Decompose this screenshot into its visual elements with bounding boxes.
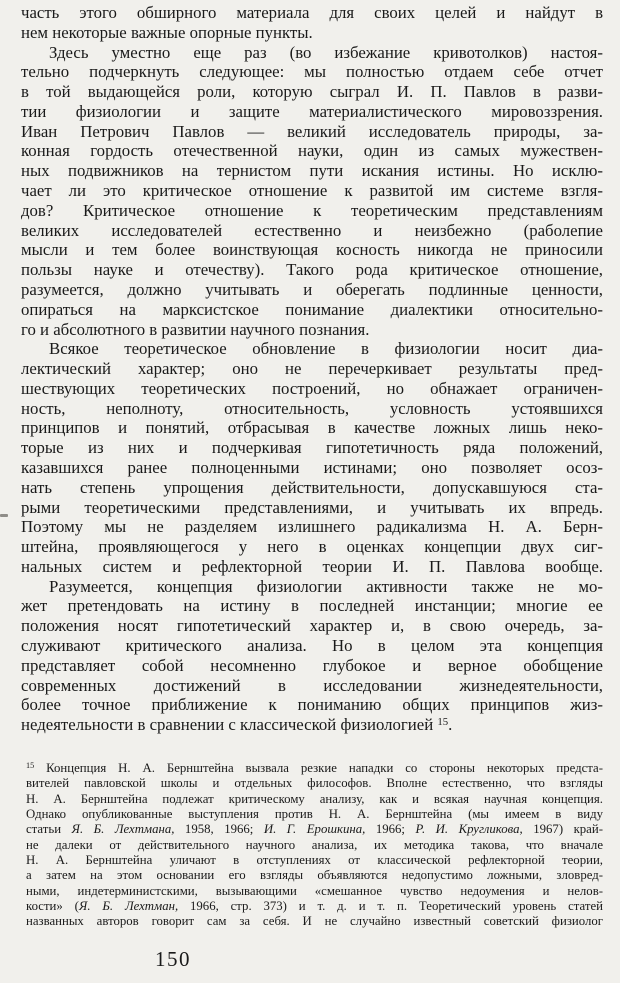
main-text <box>21 3 603 735</box>
text-line: Разумеется, концепция физиологии активности также не мо- <box>49 576 603 596</box>
footnote-line <box>26 822 603 837</box>
text-line: представляет собой несомненно глубокое и верное обобщение <box>21 655 603 675</box>
text-line: конная гордость отечественной науки, один из самых мужествен- <box>21 141 603 161</box>
text-line: нальных систем и рефлекторной теории И. П. Павлова вообще. <box>21 556 603 576</box>
text-line: опираться на марксистское понимание диалектики относительно- <box>21 299 603 319</box>
footnote-line: $^{15}$ Концепция Н. А. Бернштейна вызвала резкие нападки со стороны некоторых предста- <box>26 760 603 775</box>
page-number: 150 <box>155 947 191 971</box>
text-segment: недеятельности в сравнении с классической физиологией <box>21 715 438 735</box>
text-segment: . <box>448 715 453 735</box>
footnote-line: Н. А. Бернштейна уличают в отступлениях от классической рефлекторной теории, <box>26 852 603 867</box>
text-line: штейна, проявляющегося у него в оценках концепции двух сиг- <box>21 537 603 557</box>
text-line <box>21 715 603 735</box>
text-line: лектический характер; оно не перечеркивает результаты пред- <box>21 359 603 379</box>
text-line: дов? Критическое отношение к теоретическим представлениям <box>21 200 603 220</box>
footnote-marker: 15 <box>26 761 35 771</box>
text-line: тии физиологии и защите материалистического мировоззрения. <box>21 101 603 121</box>
text-segment: кости» ( <box>26 899 79 913</box>
text-line: жет претендовать на истину в последней инстанции; многие ее <box>21 596 603 616</box>
footnote-line: не далеки от действительного научного анализа, их методика такова, что вначале <box>26 837 603 852</box>
text-line: го и абсолютного в развитии научного познания. <box>21 319 370 339</box>
text-line: более точное приближение к пониманию общих принципов жиз- <box>21 695 603 715</box>
text-line: рыми теоретическими представлениями, и учитывать их впредь. <box>21 497 603 517</box>
footnote-line: ными, индетерминистскими, вызывающими «смешанное чувство недоумения и нелов- <box>26 883 603 898</box>
text-segment: 1966; <box>365 822 416 837</box>
footnote-line <box>26 899 603 914</box>
text-line: ных подвижников на тернистом пути искания истины. Но исклю- <box>21 161 603 181</box>
text-line: Здесь уместно еще раз (во избежание кривотолков) настоя- <box>49 42 603 62</box>
italic-citation: Я. Б. Лехтмана, <box>71 822 175 837</box>
text-line: ность, неполноту, относительность, условность устоявшихся <box>21 398 603 418</box>
text-line: Всякое теоретическое обновление в физиологии носит диа- <box>49 339 603 359</box>
text-line: нать степень упрощения действительности, допускавшуюся ста- <box>21 477 603 497</box>
text-line: великих исследователей естественно и неизбежно (раболепие <box>21 220 603 240</box>
text-line: тельно подчеркнуть следующее: мы полностью отдаем себе отчет <box>21 62 603 82</box>
text-line: в той выдающейся роли, которую сыграл И. П. Павлов в разви- <box>21 82 603 102</box>
footnote-line: названных авторов говорит сам за себя. И не случайно известный советский физиолог <box>26 914 603 929</box>
text-line: мысли и тем более воинствующая косность никогда не приносили <box>21 240 603 260</box>
italic-citation: И. Г. Ерошкина, <box>263 822 366 837</box>
superscript-ref: 15 <box>437 716 449 729</box>
text-line: служивают критического анализа. Но в целом эта концепция <box>21 636 603 655</box>
text-segment: 1958, 1966; <box>174 822 264 837</box>
text-line: нем некоторые важные опорные пункты. <box>21 22 313 42</box>
text-segment: 1966, стр. 373) и т. д. и т. п. Теоретический уровень статей <box>178 899 603 913</box>
text-line: чает ли это критическое отношение к развитой им системе взгля- <box>21 181 603 201</box>
text-line: Иван Петрович Павлов — великий исследователь природы, за- <box>21 121 603 141</box>
text-line: часть этого обширного материала для своих целей и найдут в <box>21 3 603 22</box>
text-segment: 1967) край- <box>522 822 603 837</box>
footnote-line: а затем на этом основании его взгляды объявляются недопустимо ложными, зловред- <box>26 868 603 883</box>
text-line: принципов и понятий, отбрасывая в качестве ложных лишь неко- <box>21 418 603 438</box>
scan-artifact <box>0 514 8 517</box>
footnote-line: Однако опубликованные выступления против Н. А. Бернштейна (мы имеем в виду <box>26 806 603 821</box>
italic-citation: Р. И. Кругликова, <box>415 822 523 837</box>
footnote-line: Н. А. Бернштейна подлежат критическому анализу, как и всякая научная концепция. <box>26 791 603 806</box>
text-line: Поэтому мы не разделяем излишнего радикализма Н. А. Берн- <box>21 517 603 537</box>
text-line: пользы науке и отечеству). Такого рода критическое отношение, <box>21 260 603 280</box>
text-line: современных достижений в исследовании жизнедеятельности, <box>21 675 603 695</box>
footnote <box>21 761 603 930</box>
text-line: разумеется, должно учитывать и оберегать подлинные ценности, <box>21 279 603 299</box>
footnote-line: вителей павловской школы и отдельных философов. Вполне естественно, что взгляды <box>26 776 603 791</box>
text-line: положения носят гипотетический характер и, в свою очередь, за- <box>21 616 603 636</box>
text-line: торые из них и подчеркивая гипотетичность ряда положений, <box>21 438 603 458</box>
italic-citation: Я. Б. Лехтман, <box>78 899 179 913</box>
text-line: шествующих теоретических построений, но обнажает ограничен- <box>21 378 603 398</box>
text-line: казавшихся ранее полноценными истинами; оно позволяет осоз- <box>21 457 603 477</box>
text-segment: статьи <box>26 822 72 837</box>
